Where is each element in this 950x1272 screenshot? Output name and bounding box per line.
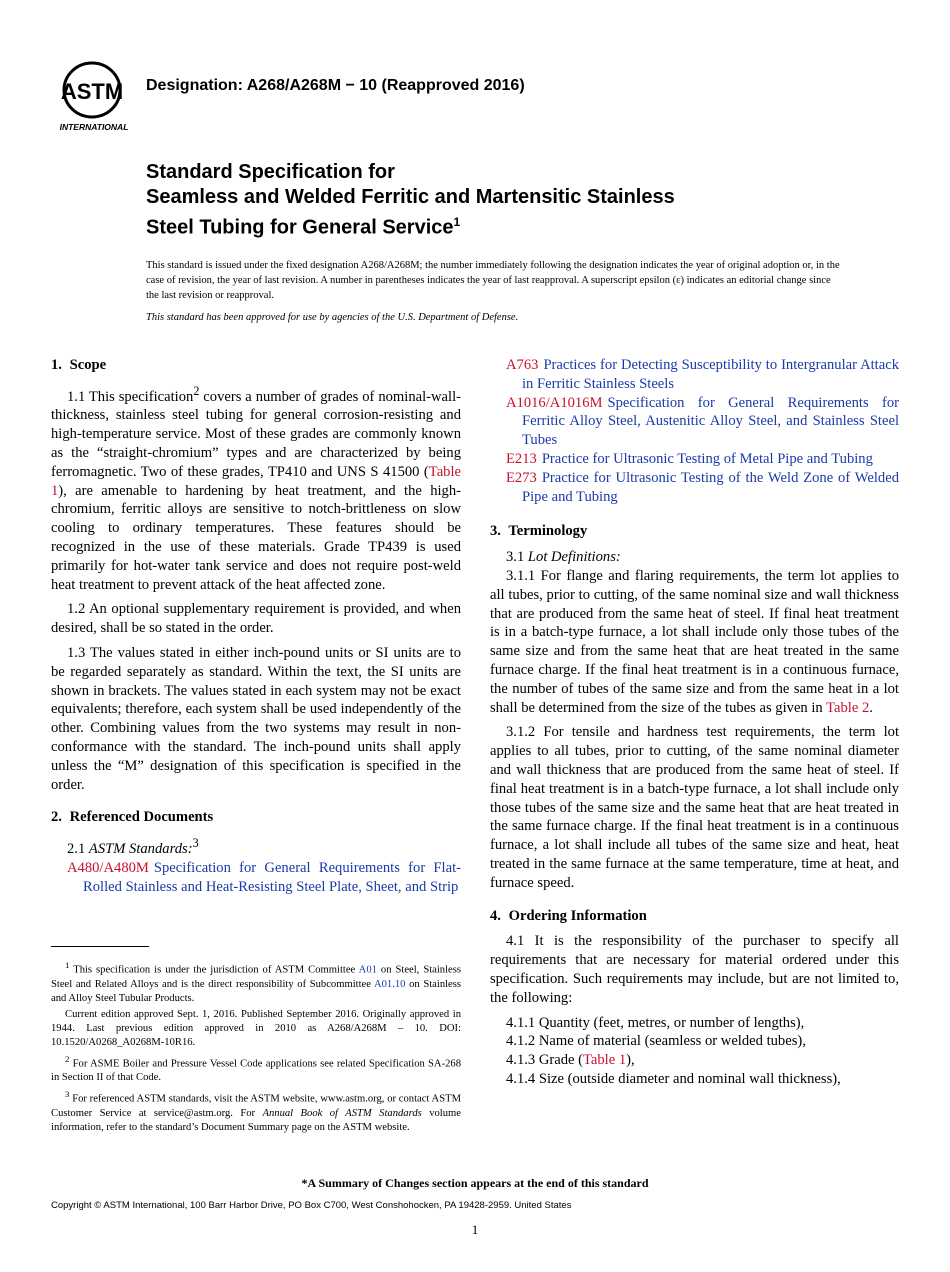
footnote-ref-3: 3 [192,836,199,851]
terminology-p1-b: . [869,699,873,716]
grade-text-a: 4.1.3 Grade ( [506,1052,583,1069]
summary-of-changes-note: *A Summary of Changes section appears at the end of this standard [301,1176,649,1190]
svg-text:ASTM: ASTM [60,79,124,104]
footnote-3-mark: 3 [65,1089,70,1100]
grade-text-b: ), [626,1052,635,1069]
ref-title[interactable]: Practice for Ultrasonic Testing of Metal Pipe and Tubing [541,450,873,467]
ref-code[interactable]: E213 [506,450,537,467]
astm-standards-label: ASTM Standards: [88,841,193,858]
scope-para-1-3: 1.3 The values stated in either inch-pound units or SI units are to be regarded separately as standard. Within the text, the SI units are shown in brackets. The values stated in each system may not be exact equivalents; therefore, each system shall be used independently of the other. Combining values from the two systems may result in non-conformance with the standard. The inch-pound units shall apply unless the “M” designation of this specification is specified in the order. [51,645,461,793]
footnote-2 [51,1052,461,1086]
scope-p1-b: covers a number of grades of nominal-wall-thickness, stainless steel tubing for general corrosion-resisting and high-temperature service. Most of these grades are commonly known as the “straight-chromium” types and are characterized by being ferromagnetic. Two of these grades, TP410 and UNS S 41500 ( [51,388,461,480]
footnote-2-mark: 2 [65,1053,70,1064]
footnote-3 [51,1087,461,1135]
terminology-para-3-1-2: 3.1.2 For tensile and hardness test requirements, the term lot applies to all tubes, prior to cutting, of the same nominal diameter and wall thickness that are produced from the same heat of steel. If final heat treatment is in a batch-type furnace, a lot shall include only those tubes of the same size and the same heat that are heat treated in the same furnace charge. If the final heat treatment is in a continuous furnace, a lot shall include all tubes of the same size and heat, heat treated in the same furnace at the same temperature, time at heat, and furnace speed. [490,724,899,891]
ref-e213[interactable] [506,450,899,469]
terminology-p1-a: 3.1.1 For flange and flaring requirements, the term lot applies to all tubes, prior to cutting, of the same nominal size and wall thickness that are produced from the same heat of steel. If final heat treatment is in a batch-type furnace, a lot shall include only those tubes of the same size and from the same heat that are heat treated in the same furnace charge. If the final heat treatment is in a continuous furnace, the number of tubes of the same size and from the same heat in a lot shall be determined from the size of the tubes as given in [490,567,899,716]
scope-para-1-1 [51,382,461,595]
table-1-link[interactable]: Table 1 [51,463,461,499]
ref-title[interactable]: Specification for General Requirements for Flat-Rolled Stainless and Heat-Resisting Steel Plate, Sheet, and Strip [83,859,461,895]
footnote-1-c: on Stainless and Alloy Steel Tubular Products. [51,978,462,1004]
ref-title[interactable]: Specification for General Requirements for Ferritic Alloy Steel, Austenitic Alloy Steel, and Stainless Steel Tubes [522,394,899,449]
ordering-heading-text: Ordering Information [508,907,647,924]
copyright: Copyright © ASTM International, 100 Barr Harbor Drive, PO Box C700, West Conshohocken, PA 19428-2959. United States [51,1200,572,1211]
ref-e273[interactable] [506,469,899,507]
referenced-heading-num: 2. [51,809,62,826]
footnote-1-mark: 1 [65,960,70,970]
ref-code[interactable]: A480/A480M [67,859,149,876]
subcommittee-a01-10-link[interactable]: A01.10 [373,978,406,990]
footnote-3-a: For referenced ASTM standards, visit the ASTM website, www.astm.org, or contact ASTM Customer Service at service@astm.org. For [51,1093,461,1119]
dod-notice: This standard has been approved for use by agencies of the U.S. Department of Defense. [146,312,519,323]
ordering-para-4-1: 4.1 It is the responsibility of the purchaser to specify all requirements that are necessary for material ordered under this specification. Such requirements may include, but are not limited to, the following: [490,933,899,1006]
footnote-divider [51,946,149,947]
ref-code[interactable]: E273 [506,469,537,486]
ordering-heading [490,907,899,926]
title-line-1: Standard Specification for [146,161,395,183]
scope-heading-text: Scope [69,357,107,373]
referenced-heading [51,808,461,827]
footnote-1-edition: Current edition approved Sept. 1, 2016. Published September 2016. Originally approved in 1944. Last previous edition approved in 2010 as A268/A268M – 10. DOI: 10.1520/A0268_A0268M-10R16. [51,1008,461,1048]
footnote-ref-2: 2 [193,383,200,398]
ordering-heading-num: 4. [490,907,501,924]
scope-para-1-2: 1.2 An optional supplementary requirement is provided, and when desired, shall be so stated in the order. [51,601,461,637]
left-column [51,356,461,896]
designation-notice: This standard is issued under the fixed designation A268/A268M; the number immediately following the designation indicates the year of original adoption or, in the case of revision, the year of last revision. A number in parentheses indicates the year of last reapproval. A superscript epsilon (ε) indicates an editorial change since the last revision or reapproval. [146,260,840,301]
table-1-link[interactable]: Table 1 [583,1052,627,1069]
lot-definitions-num: 3.1 [506,549,525,566]
footnote-1-b: on Steel, Stainless Steel and Related Alloys and is the direct responsibility of Subcommittee [51,964,461,990]
ordering-item-size: 4.1.4 Size (outside diameter and nominal wall thickness), [506,1070,841,1087]
lot-definitions-subheading [506,548,899,567]
ref-a1016[interactable] [506,394,899,450]
terminology-heading-text: Terminology [508,523,588,540]
astm-standards-num: 2.1 [67,841,86,858]
designation: Designation: A268/A268M − 10 (Reapproved 2016) [146,77,525,94]
page-number: 1 [471,1222,479,1237]
ordering-item-material: 4.1.2 Name of material (seamless or welded tubes), [506,1033,806,1050]
scope-heading-num: 1. [51,357,62,373]
terminology-heading [490,522,899,541]
title-line-2: Seamless and Welded Ferritic and Martensitic Stainless [146,186,675,208]
right-column [490,356,899,1089]
terminology-para-3-1-1 [490,567,899,717]
title-line-3 [146,210,866,241]
title-footnote-mark: 1 [453,215,461,229]
footnote-1 [51,958,461,1006]
svg-text:INTERNATIONAL: INTERNATIONAL [59,122,129,132]
scope-p1-a: 1.1 This specification [67,388,194,405]
ref-a480[interactable] [67,859,461,897]
scope-heading [51,356,461,375]
table-2-link[interactable]: Table 2 [826,699,870,716]
astm-logo [52,60,136,134]
ref-title[interactable]: Practice for Ultrasonic Testing of the Weld Zone of Welded Pipe and Tubing [522,469,899,505]
ref-code[interactable]: A763 [506,357,539,373]
footnote-2-text: For ASME Boiler and Pressure Vessel Code applications see related Specification SA-268 in Section II of that Code. [51,1058,461,1084]
ordering-item-quantity: 4.1.1 Quantity (feet, metres, or number of lengths), [506,1014,805,1031]
footnotes [51,958,461,1137]
footnote-3-italic: Annual Book of ASTM Standards [262,1107,422,1119]
title-line-3-text: Steel Tubing for General Service [146,216,454,239]
lot-definitions-label: Lot Definitions: [527,549,621,566]
document-title [146,160,866,241]
footnote-3-b: volume information, refer to the standard’s Document Summary page on the ASTM website. [51,1107,461,1133]
referenced-heading-text: Referenced Documents [69,809,214,826]
ordering-item-grade [506,1051,899,1070]
ref-code[interactable]: A1016/A1016M [506,394,603,411]
footnote-1-a: This specification is under the jurisdiction of ASTM Committee [69,964,359,976]
astm-standards-subheading [67,834,461,859]
committee-a01-link[interactable]: A01 [358,964,377,976]
terminology-heading-num: 3. [490,523,501,540]
ref-title[interactable]: Practices for Detecting Susceptibility to Intergranular Attack in Ferritic Stainless Steels [522,357,899,392]
ref-a763[interactable] [506,356,899,394]
scope-p1-c: ), are amenable to hardening by heat treatment, and the high-chromium, ferritic alloys are sensitive to notch-brittleness on slow cooling to ordinary temperatures. These features should be recognized in the use of these materials. Grade TP439 is used primarily for hot-water tank service and does not require post-weld heat treatment to prevent attack of the heat affected zone. [51,482,461,593]
